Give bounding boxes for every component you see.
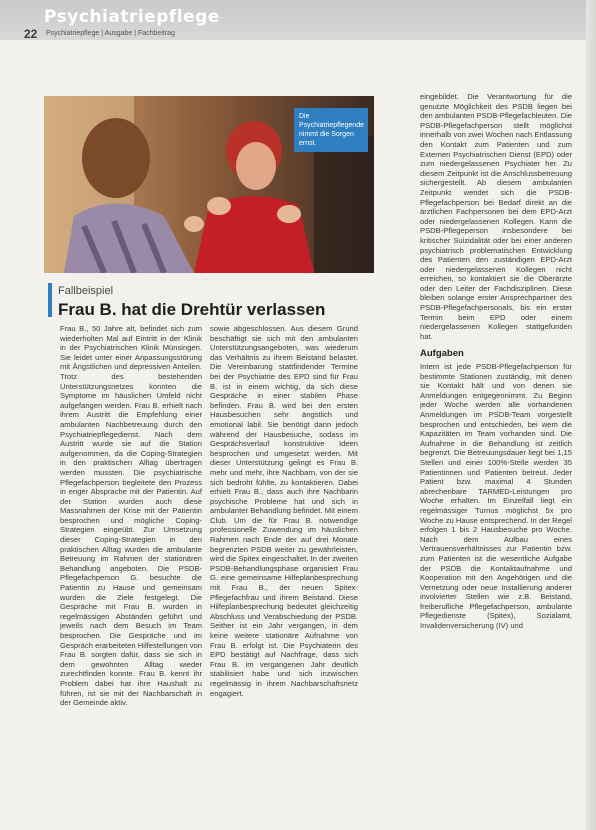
article-photo <box>44 96 374 273</box>
column-1-text: Frau B., 50 Jahre alt, befindet sich zum wiederholten Mal auf Eintritt in der Klinik in der Psychiatrischen Klinik Münsingen. Sie leidet unter einer Anpassungsstörung mit Ängstlichen und depressiven Anteilen. Trotz des bestehenden Unterstützungsnetzes konnten die Symptome im häuslichen Umfeld nicht aufgefangen werden. Frau B. erhielt nach ihrem Austritt die Empfehlung einer ambulanten Nachbetreuung durch den Psychiatriepflegedienst. Nach dem Austritt wurde sie auf die Station aufgenommen, da die Coping-Strategien in den praktischen Alltag übertragen werden mussten. Die psychiatrische Pflegefachperson begleitete den Prozess in enger Absprache mit der Patientin. Auf der Station wurden auch diese Massnahmen der Krise mit der Patientin besprochen und mögliche Coping-Strategien eingeübt. Zur Umsetzung dieser Coping-Strategien in den praktischen Alltag wurden die ambulante Betreuung im Rahmen der stationären Behandlung angeboten. Die PSDB-Pflegefachperson G. besuchte die Patientin zu Hause und gemeinsam wurden die Ziele festgelegt. Die Gespräche mit Frau B. wurden in regelmässigen Abständen geführt und jeweils nach dem Besuch im Team besprochen. Die Gespräche und im Gespräch erarbeiteten Hilfestellungen von Frau B. sorgten dafür, dass sie sich in dem gewohnten Alltag wieder zurechtfinden konnte. Frau B. kennt ihr Problem dabei hat ihre Haushalt zu führen, ist sie mit der Nachbarschaft in der Gemeinde aktiv. <box>60 324 202 708</box>
magazine-title: Psychiatriepflege <box>44 7 220 27</box>
article-kicker: Fallbeispiel <box>58 285 114 297</box>
page-number: 22 <box>24 27 38 41</box>
article-column-2 <box>210 324 358 824</box>
issue-line: Psychiatriepflege | Ausgabe | Fachbeitrag <box>46 30 175 37</box>
column-3-text-continued: Intern ist jede PSDB-Pflegefachperson für bestimmte Stationen zuständig, mit denen sie Kontakt hält und von denen sie Anmeldungen entgegennimmt. Zu Beginn jeder Woche werden alle vorhandenen Anmeldungen im PSDB-Team vorgestellt besprochen und entschieden, bei wem die Kapazitäten im Team vorhanden sind. Die Aufnahme in die Behandlung ist zeitlich begrenzt. Die Betreuungsdauer liegt bei 1,15 Stellen und einer 100%-Stelle werden 35 Patientinnen und Patienten betreut. Jeder Patient bzw. maximal 4 Stunden abrechenbare TARMED-Leistungen pro Woche erhalten. Im Einzelfall liegt ein regelmässiger Turnus möglichst 5x pro Woche zu Hause entsprechend. In der Regel erfolgen 1 bis 2 Hausbesuche pro Woche. Nach dem Aufbau eines Vertrauensverhältnisses zur Patientin bzw. zum Patienten ist die wesentliche Aufgabe der PSDB die Kontaktaufnahme und Kooperation mit den Angehörigen und die Vernetzung oder neue Installierung anderer involvierter Stellen wie z.B. Beistand, freiberufliche Pflegefachperson, ambulante Pflegedienste (Spitex), Sozialamt, Invalidenversicherung (IV) und <box>420 362 572 631</box>
column-3-text: eingebildet. Die Verantwortung für die genutzte Möglichkeit des PSDB liegen bei den ambulanten PSDB-Pflegefachleuten. Die PSDB-Pflegefachperson stellt möglichst innerhalb von zwei Wochen nach Entlassung den Kontakt zum Patienten und zum Externen Psychiatrischen Dienst (EPD) oder zum niedergelassenen Psychiater her. Zu diesem Zeitpunkt ist die Anschlussbetreuung sichergestellt. Ab diesem ambulanten Zeitpunkt wendet sich die PSDB-Pflegefachperson bei Bedarf direkt an die ärztlichen Fachpersonen bei dem EPD-Arzt oder niedergelassenen Kollegen. Kann die PSDB-Pflegeperson insbesondere bei kritischer Suizidalität oder bei einer anderen psychiatrisch problematischen Entwicklung des Patienten den zuständigen EPD-Arzt oder niedergelassenen Kollegen nicht erreichen, so kontaktiert sie die Oberärzte oder den Leiter der Fachdisziplinen. Diese bleiben solange erster Ansprechpartner des PSDB-Pflegefachpersonals, bis ein erster Termin beim EPD oder einem niedergelassenen Kollegen stattgefunden hat. <box>420 92 572 341</box>
column-2-text: sowie abgeschlossen. Aus diesem Grund beschäftigt sie sich mit den ambulanten Unterstützungsangeboten, was wiederum das Verhältnis zu ihrem Beistand belastet. Die Vereinbarung stattfindender Termine bei der Psychiatrie des EPD sind für Frau B. ist in einem wichtig, da sich diese Gespräche in einer stabilen Phase befinden. Frau B. wird bei den ersten Hausbesuchen sehr ängstlich und emotional labil. Sie benötigt dann jedoch während der Hausbesuche, sodass im Gesprächsverlauf konstruktive Ideen besprochen und umgesetzt werden. Mit dieser Unterstützung gelingt es Frau B. mehr und mehr, ihre Nachbarn, von der sie sich bedroht fühlte, zu kontaktieren. Dabei erhielt Frau B., dass auch ihre Nachbarin psychische Probleme hat und sich in ambulanter Behandlung befindet. Mit einem Club. Um die für Frau B. notwendige professionelle Zuwendung im häuslichen Rahmen nach Ende der auf drei Monate begrenzten PSDB weiter zu gewährleisten, wird die Spitex eingeschaltet. In der zweiten PSDB-Behandlungsphase organisiert Frau G. eine gemeinsame Hilfeplanbesprechung mit Frau B., der neuen Spitex-Pflegefachfrau und ihrem Beistand. Diese Hilfeplanbesprechung bedeutet gleichzeitig Abschluss und Verabschiedung der PSDB. Seither ist ein Jahr vergangen, in dem keine weitere stationäre Aufnahme von Frau B. erfolgt ist. Die Psychiaterin des EPD bestätigt auf Nachfrage, dass sich Frau B. im vergangenen Jahr deutlich stabilisiert habe und sich inzwischen regelmässig in ihrem Nachbarschaftsnetz engagiert. <box>210 324 358 698</box>
kicker-accent-bar <box>48 283 52 317</box>
photo-caption: Die Psychiatriepflegende nimmt die Sorgen ernst. <box>294 108 368 152</box>
article-column-3 <box>420 92 572 820</box>
section-heading-aufgaben: Aufgaben <box>420 348 464 360</box>
article-column-1 <box>60 324 202 824</box>
article-headline: Frau B. hat die Drehtür verlassen <box>58 300 326 319</box>
page-edge <box>586 0 596 830</box>
